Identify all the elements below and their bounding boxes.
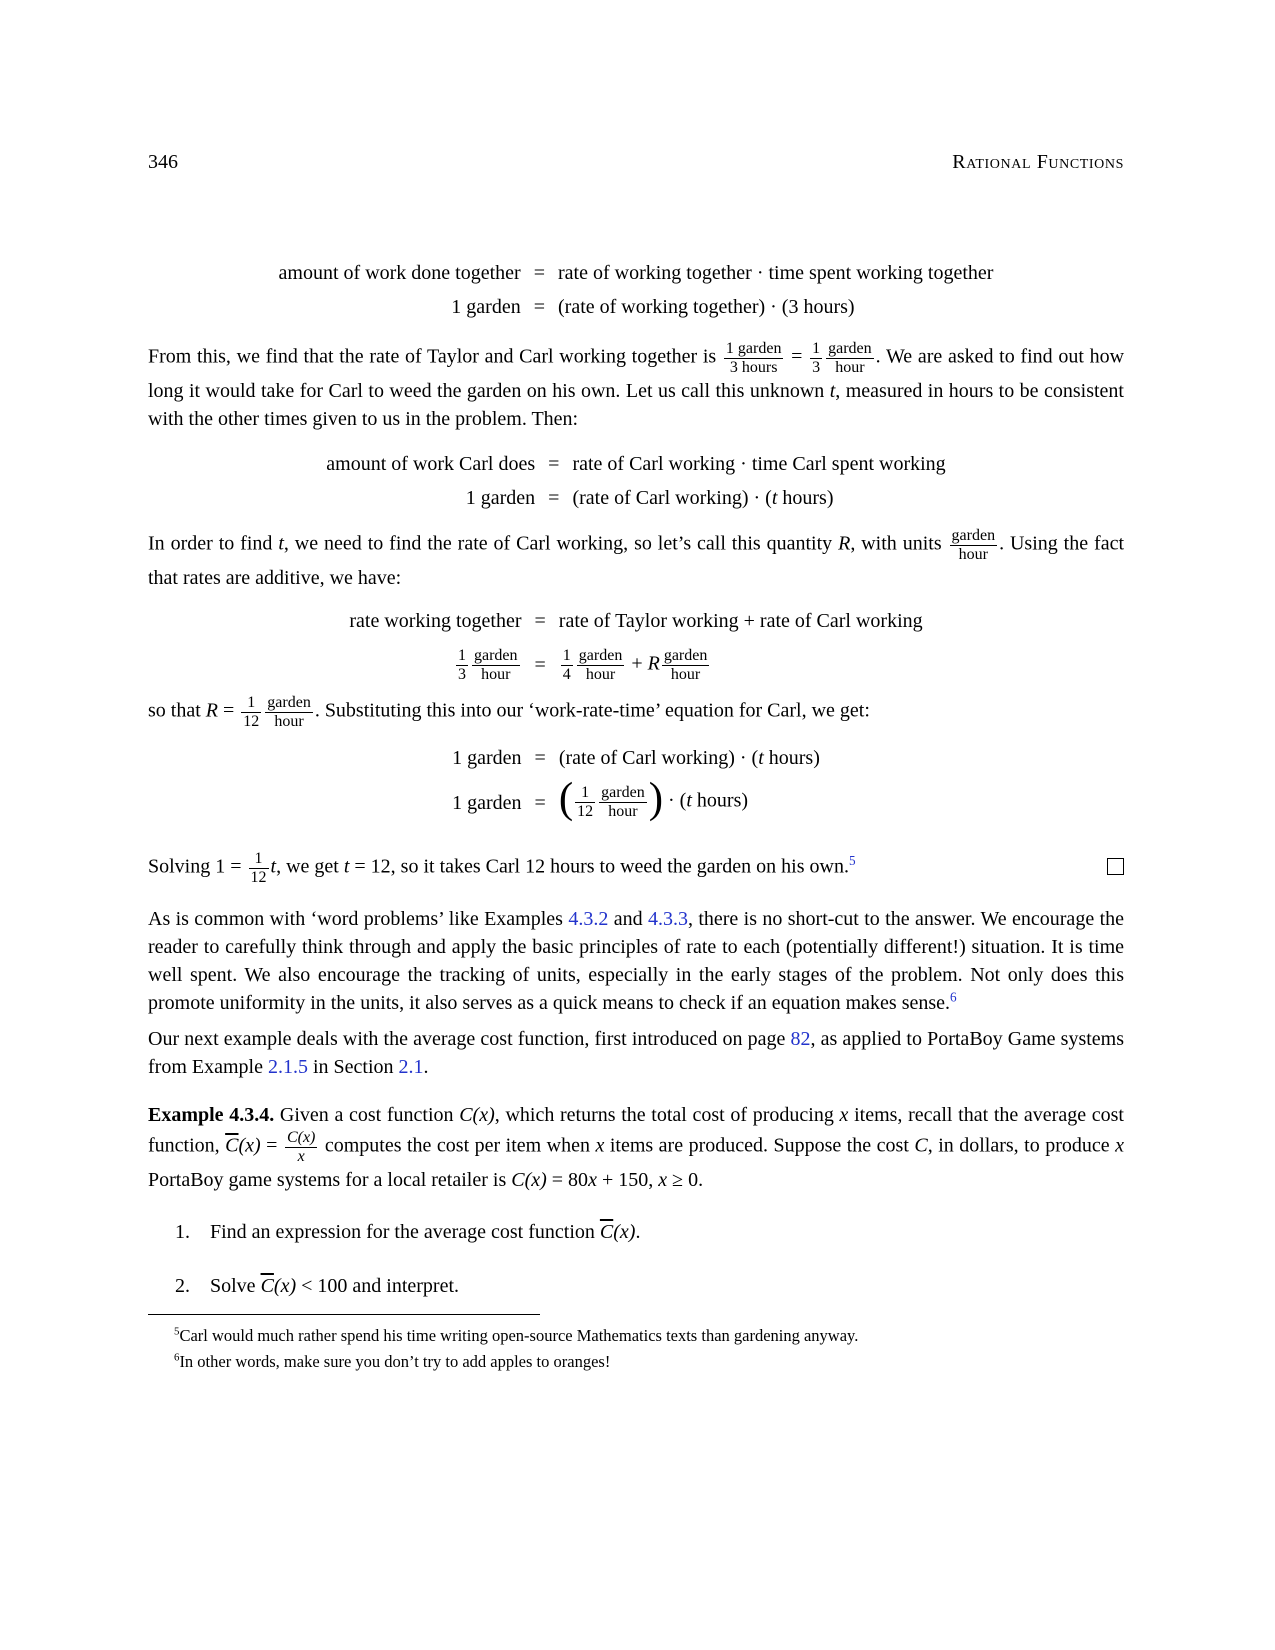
link-example-2-1-5[interactable]: 2.1.5 (267, 1055, 308, 1078)
body-text: , measured in hours to be consistent with the other times given to us in the problem. Then: (148, 379, 1124, 430)
numerator: 1 (812, 340, 821, 357)
link-section-2-1[interactable]: 2.1 (398, 1055, 424, 1078)
body-text: , as applied to PortaBoy Game systems from Example (148, 1027, 1124, 1078)
footnote-ref-6[interactable]: 6 (950, 989, 957, 1005)
body-text: As is common with ‘word problems’ like Examples (148, 907, 569, 930)
equation-text: (rate of Carl working) · ( (558, 747, 759, 770)
equals-sign: = (548, 452, 560, 475)
equals-sign: = (533, 262, 545, 284)
body-text: PortaBoy game systems for a local retailer is (148, 1168, 512, 1191)
footnote-text: Carl would much rather spend his time writing open-source Mathematics texts than gardening anyway. (179, 1325, 859, 1345)
body-text: in Section (307, 1055, 399, 1078)
math-var-R: R (647, 652, 660, 675)
denominator: hour (670, 665, 701, 683)
math-Cbar: $\overline{C}$ (260, 1274, 274, 1297)
math-var-t: t (343, 855, 350, 878)
page-number: 346 (148, 151, 178, 173)
numerator: garden (951, 526, 996, 544)
fraction-garden-hour (826, 340, 874, 377)
body-text: , there is no short-cut to the answer. We encourage the reader to carefully think through and apply the basic principles of rate to each (potentially different!) situation. It is time well spent. We also encourage the tracking of units, especially in the early stages of the problem. Not only does this promote uniformity in the units, it also serves as a quick means to check if an equation makes sense. (148, 907, 1124, 1014)
equation-rhs: rate of Taylor working + rate of Carl working (558, 609, 923, 632)
math-var-R: R (838, 532, 851, 555)
equation-lhs: amount of work done together (278, 262, 521, 284)
body-text: . Substituting this into our ‘work-rate-time’ equation for Carl, we get: (314, 700, 870, 723)
body-text: + 150, (596, 1168, 659, 1191)
link-example-4-3-3[interactable]: 4.3.3 (647, 907, 688, 930)
body-text: = (218, 700, 240, 723)
body-text: Solve (210, 1274, 261, 1297)
fraction-garden-hour (950, 527, 998, 564)
footnote-6 (148, 1349, 1124, 1375)
paragraph-example-434 (148, 1101, 1124, 1194)
math-var-t: t (686, 789, 692, 812)
numerator: 1 (249, 850, 269, 869)
denominator: hour (835, 358, 865, 376)
list-item-1 (148, 1218, 1124, 1246)
equation-lhs: 1 garden (465, 486, 536, 509)
fraction-Cx-x (285, 1129, 317, 1166)
body-text: ≥ 0. (667, 1168, 704, 1191)
equation-rhs (559, 775, 820, 824)
equation-lhs: amount of work Carl does (326, 452, 536, 475)
plus-sign: + (626, 652, 648, 675)
body-text: items, recall that the average cost function, (148, 1103, 1124, 1157)
denominator: 12 (243, 713, 260, 731)
fraction-garden-hour (662, 647, 710, 684)
equation-work-rate-time (452, 741, 820, 824)
footnote-ref-5[interactable]: 5 (848, 853, 856, 869)
fraction-1-3 (456, 647, 468, 684)
paragraph-from-this (148, 340, 1124, 433)
body-text: , with units (850, 532, 948, 555)
fraction-1-4 (561, 647, 573, 684)
numerator: C(x) (286, 1128, 316, 1146)
body-text: = (785, 345, 809, 368)
body-text: = 80 (546, 1168, 589, 1191)
equation-rates-additive (349, 604, 922, 687)
footnote-5 (148, 1323, 1124, 1349)
paragraph-in-order (148, 527, 1124, 592)
running-title: Rational Functions (952, 151, 1124, 173)
body-text: , in dollars, to produce (927, 1134, 1116, 1157)
denominator: 12 (250, 868, 267, 886)
link-page-82[interactable]: 82 (790, 1027, 811, 1050)
equation-rhs (572, 481, 945, 515)
equation-text: · ( (663, 789, 687, 812)
equation-lhs: 1 garden (452, 791, 522, 814)
body-text: . Using the fact that rates are additive, we have: (148, 532, 1125, 589)
body-text: and (608, 907, 648, 930)
numerator: garden (828, 340, 872, 357)
math-var-x: x (839, 1103, 849, 1126)
body-text: From this, we find that the rate of Taylor and Carl working together is (148, 345, 722, 368)
denominator: 4 (562, 665, 571, 683)
denominator: x (297, 1147, 305, 1165)
math-parens-x: (x) (238, 1134, 261, 1157)
numerator: garden (473, 646, 518, 664)
body-text: Given a cost function (274, 1103, 460, 1126)
math-var-x: x (595, 1134, 605, 1157)
fraction-garden-hour (265, 694, 313, 731)
paragraph-solving (148, 850, 1124, 887)
fraction-1-3 (810, 340, 822, 377)
equals-sign: = (534, 609, 546, 632)
footnote-area (148, 1323, 1124, 1375)
math-var-t: t (771, 486, 778, 509)
equation-text: hours) (763, 747, 820, 770)
denominator: 12 (577, 803, 594, 821)
equation-rhs: (rate of working together) · (3 hours) (558, 296, 855, 318)
math-Cx: C(x) (511, 1168, 547, 1191)
page-content (148, 148, 1124, 1375)
fraction-1garden-3hours (724, 340, 784, 377)
equation-row (279, 256, 994, 290)
right-paren: ) (648, 775, 664, 823)
body-text: , which returns the total cost of producing (494, 1103, 840, 1126)
equals-sign: = (534, 654, 546, 677)
equation-rhs: rate of working together · time spent working together (558, 262, 994, 284)
denominator: 3 hours (729, 358, 778, 376)
denominator: hour (481, 665, 511, 683)
numerator: garden (601, 784, 645, 802)
paragraph-average-cost-intro (148, 1025, 1124, 1081)
footnote-text: In other words, make sure you don’t try to add apples to oranges! (179, 1351, 611, 1371)
running-header (148, 148, 1124, 176)
body-text: . We are asked to find out how long it would take for Carl to weed the garden on his own. Let us call this unknown (148, 345, 1125, 402)
fraction-garden-hour (472, 647, 520, 684)
footnote-rule (148, 1314, 540, 1315)
equation-lhs: 1 garden (451, 296, 521, 318)
equation-lhs: rate working together (349, 609, 522, 632)
body-text: so that (148, 700, 206, 723)
paragraph-word-problems (148, 905, 1124, 1017)
math-var-x: x (1115, 1134, 1124, 1157)
paragraph-so-that (148, 694, 1124, 731)
math-Cbar: $\overline{C}$ (599, 1220, 614, 1243)
body-text: = (260, 1134, 283, 1157)
equals-sign: = (534, 791, 546, 814)
math-var-t: t (278, 532, 284, 555)
equals-sign: = (548, 486, 560, 509)
body-text: < 100 and interpret. (296, 1274, 460, 1297)
numerator: 1 (457, 646, 466, 664)
list-item-2 (148, 1272, 1124, 1300)
equation-lhs: 1 garden (452, 747, 522, 770)
equation-rhs (559, 741, 820, 775)
math-var-t: t (829, 379, 836, 402)
equation-row (349, 604, 922, 638)
math-parens-x: (x) (613, 1220, 636, 1243)
math-Cx: C(x) (459, 1103, 495, 1126)
equation-text: (rate of Carl working) · ( (572, 486, 772, 509)
fraction-1-12 (241, 694, 261, 731)
denominator: hour (958, 545, 988, 563)
fraction-garden-hour (577, 647, 625, 684)
equation-row (452, 775, 820, 824)
body-text: Solving 1 = (148, 855, 247, 878)
footnote-number-6: 6 (174, 1351, 180, 1364)
denominator: 3 (457, 665, 466, 683)
body-text: . (423, 1055, 429, 1078)
denominator: 3 (812, 358, 821, 376)
equation-work-carl (326, 447, 945, 515)
equals-sign: = (533, 296, 545, 318)
numerator: 1 (562, 646, 571, 664)
left-paren: ( (558, 775, 574, 823)
math-var-t: t (758, 747, 764, 770)
numerator: 1 (241, 694, 261, 713)
numerator: 1 garden (725, 340, 782, 357)
math-var-R: R (205, 700, 218, 723)
body-text: items are produced. Suppose the cost (604, 1134, 915, 1157)
equation-work-together (279, 256, 994, 324)
equation-row (326, 447, 945, 481)
body-text: Find an expression for the average cost function (210, 1220, 600, 1243)
numerator: 1 (575, 784, 595, 803)
numerator: garden (578, 646, 623, 664)
equation-lhs (349, 638, 521, 687)
equation-row (452, 741, 820, 775)
math-Cbar: $\overline{C}$ (225, 1134, 239, 1157)
math-var-C: C (914, 1134, 928, 1157)
fraction-1-12 (575, 784, 595, 821)
denominator: hour (274, 713, 304, 731)
body-text: , we get (276, 855, 344, 878)
numerator: garden (663, 646, 708, 664)
math-var-t: t (270, 855, 277, 878)
body-text: , we need to find the rate of Carl working, so let’s call this quantity (283, 532, 839, 555)
fraction-garden-hour (599, 784, 647, 821)
body-text: = 12, so it takes Carl 12 hours to weed the garden on his own. (349, 855, 849, 878)
body-text: In order to find (148, 532, 279, 555)
math-var-x: x (588, 1168, 597, 1191)
equation-row (326, 481, 945, 515)
qed-box (1107, 858, 1124, 875)
footnote-number-5: 5 (174, 1325, 180, 1338)
equation-rhs: rate of Carl working · time Carl spent working (572, 452, 946, 475)
equation-text: hours) (691, 789, 749, 812)
denominator: hour (608, 803, 638, 821)
link-example-4-3-2[interactable]: 4.3.2 (568, 907, 609, 930)
fraction-1-12 (249, 850, 269, 887)
equals-sign: = (534, 747, 546, 770)
body-text: computes the cost per item when (319, 1134, 596, 1157)
denominator: hour (585, 665, 616, 683)
math-parens-x: (x) (273, 1274, 297, 1297)
example-label: Example 4.3.4. (148, 1103, 275, 1126)
equation-rhs (559, 638, 923, 687)
body-text: . (635, 1220, 641, 1243)
math-var-x: x (658, 1168, 668, 1191)
list-number: 2. (175, 1274, 190, 1297)
numerator: garden (267, 694, 311, 712)
list-number: 1. (175, 1220, 190, 1243)
equation-text: hours) (777, 486, 834, 509)
equation-row (279, 290, 994, 324)
equation-row (349, 638, 922, 687)
body-text: Our next example deals with the average cost function, first introduced on page (148, 1027, 791, 1050)
